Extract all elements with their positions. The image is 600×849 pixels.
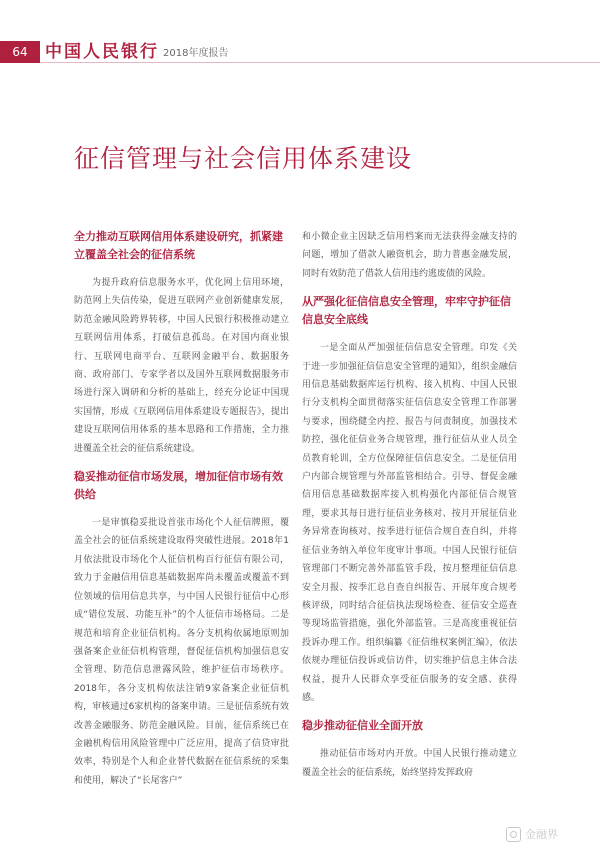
left-column bbox=[74, 228, 289, 800]
brand-name: 中国人民银行 bbox=[45, 42, 159, 62]
section-heading: 全力推动互联网信用体系建设研究，抓紧建立覆盖全社会的征信系统 bbox=[74, 230, 283, 261]
section-heading: 从严强化征信信息安全管理，牢牢守护征信信息安全底线 bbox=[302, 295, 511, 327]
header-divider bbox=[40, 62, 600, 63]
page-number: 64 bbox=[0, 41, 40, 63]
watermark bbox=[506, 825, 558, 843]
page-title: 征信管理与社会信用体系建设 bbox=[74, 144, 413, 173]
right-column bbox=[302, 228, 517, 792]
body-paragraph: 推动征信市场对内开放。中国人民银行推动建立覆盖全社会的征信系统，始终坚持发挥政府 bbox=[302, 749, 517, 778]
body-paragraph: 一是全面从严加强征信信息安全管理。印发《关于进一步加强征信信息安全管理的通知》，组织金融信用信息基础数据库运行机构、接入机构、中国人民银行分支机构全面贯彻落实征信信息安全管理工作部署与要求，围绕健全内控、报告与问责制度，加强技术防控，强化征信业务合规管理，推行征信从业人员全员教育轮训，全方位保障征信信息安全。二是征信用户内部合规管理与外部监管相结合。引导、督促金融信用信息基础数据库接入机构强化内部征信合规管理，要求其每日进行征信业务核对、按月开展征信业务异常查询核对、按季进行征信合规自查自纠，并将征信业务纳入单位年度审计事项。中国人民银行征信管理部门不断完善外部监管手段，按月整理征信信息安全月报、按季汇总自查自纠报告、开展年度合规考核评级，同时结合征信执法现场检查、征信安全巡查等现场监管措施，强化外部监管。三是高度重视征信投诉办理工作。组织编纂《征信维权案例汇编》，依法依规办理征信投诉或信访件，切实维护信息主体合法权益，提升人民群众享受征信服务的安全感、获得感。 bbox=[302, 343, 517, 703]
section-heading: 稳妥推动征信市场发展，增加征信市场有效供给 bbox=[74, 470, 283, 502]
exchange-logo-icon bbox=[506, 827, 521, 842]
body-paragraph: 和小微企业主因缺乏信用档案而无法获得金融支持的问题，增加了借款人融资机会，助力普惠金融发展，同时有效防范了借款人信用违约逃废债的风险。 bbox=[302, 232, 517, 279]
report-label: 2018年度报告 bbox=[163, 48, 229, 59]
body-paragraph: 一是审慎稳妥批设首张市场化个人征信牌照，覆盖全社会的征信系统建设取得突破性进展。2018年1月依法批设市场化个人征信机构百行征信有限公司，致力于金融信用信息基础数据库尚未覆盖或覆盖不到位领域的信用信息共享，与中国人民银行征信中心形成“错位发展、功能互补”的个人征信市场格局。二是规范和培育企业征信机构。各分支机构依属地原则加强备案企业征信机构管理，督促征信机构加强信息安全管理、防范信息泄露风险，维护征信市场秩序。2018年，各分支机构依法注销9家备案企业征信机构，审核通过6家机构的备案申请。三是征信系统有效改善金融服务、防范金融风险。目前，征信系统已在金融机构信用风险管理中广泛应用，提高了信贷审批效率，特别是个人和企业替代数据在征信系统的采集和使用，解决了“长尾客户” bbox=[74, 518, 289, 786]
watermark-text: 金融界 bbox=[525, 828, 558, 841]
page-header bbox=[0, 41, 600, 63]
body-paragraph: 为提升政府信息服务水平，优化网上信用环境，防范网上失信传染，促进互联网产业创新健康发展，防范金融风险跨界转移，中国人民银行积极推动建立互联网信用体系，打破信息孤岛。在对国内商业银行、互联网电商平台、互联网金融平台、数据服务商、政府部门、专家学者以及国外互联网数据服务市场进行深入调研和分析的基础上，经充分论证中国现实国情，形成《互联网信用体系建设专题报告》，提出建设互联网信用体系的基本思路和工作措施，全力推进覆盖全社会的征信系统建设。 bbox=[74, 278, 289, 454]
section-heading: 稳步推动征信业全面开放 bbox=[302, 719, 423, 733]
